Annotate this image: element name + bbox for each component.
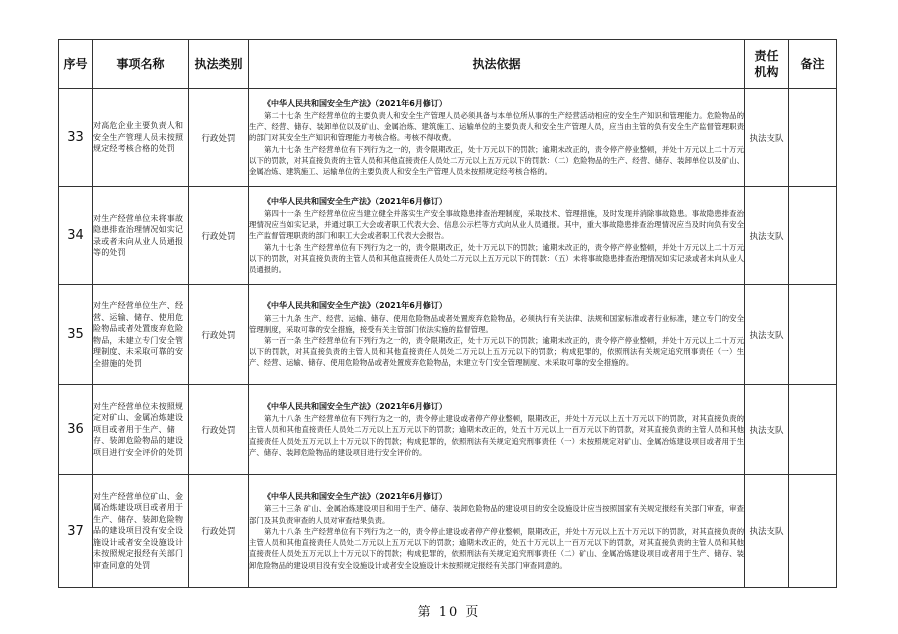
header-item-name: 事项名称 [93, 40, 189, 89]
header-seq: 序号 [59, 40, 93, 89]
law-title: 《中华人民共和国安全生产法》（2021年6月修订） [263, 401, 447, 411]
row-seq: 37 [59, 475, 93, 588]
row-enforcement-basis [249, 187, 745, 285]
law-article: 第九十八条 生产经营单位有下列行为之一的，责令停止建设或者停产停业整顿，限期改正，并处十万元以上五十万元以下的罚款，对其直接负责的主管人员和其他直接责任人员处二万元以上五万元以下的罚款；逾期未改正的，处五十万元以上一百万元以下的罚款，对其直接负责的主管人员和其他直接责任人员处五万元以上十万元以下的罚款；构成犯罪的，依照刑法有关规定追究刑事责任（一）未按照规定对矿山、金属冶炼建设项目或者用于生产、储存、装卸危险物品的建设项目进行安全评价的。 [249, 414, 744, 457]
row-seq: 36 [59, 385, 93, 475]
row-seq: 34 [59, 187, 93, 285]
row-enforcement-basis [249, 385, 745, 475]
row-responsible-org: 执法支队 [745, 285, 789, 385]
law-title: 《中华人民共和国安全生产法》（2021年6月修订） [263, 98, 447, 108]
enforcement-table [58, 39, 837, 588]
law-article: 第二十七条 生产经营单位的主要负责人和安全生产管理人员必须具备与本单位所从事的生产经营活动相应的安全生产知识和管理能力。危险物品的生产、经营、储存、装卸单位以及矿山、金属冶炼、建筑施工、运输单位的主要负责人和安全生产管理人员，应当由主管的负有安全生产监督管理职责的部门对其安全生产知识和管理能力考核合格。考核不得收费。 [249, 110, 744, 143]
law-article: 第四十一条 生产经营单位应当建立健全并落实生产安全事故隐患排查治理制度，采取技术、管理措施，及时发现并消除事故隐患。事故隐患排查治理情况应当如实记录，并通过职工大会或者职工代表大会、信息公示栏等方式向从业人员通报。其中，重大事故隐患排查治理情况应当及时向负有安全生产监督管理职责的部门和职工大会或者职工代表大会报告。 [249, 208, 744, 241]
row-enforcement-basis [249, 89, 745, 187]
law-article: 第九十七条 生产经营单位有下列行为之一的，责令限期改正，处十万元以下的罚款；逾期未改正的，责令停产停业整顿，并处十万元以上二十万元以下的罚款，对其直接负责的主管人员和其他直接责任人员处二万元以上五万元以下的罚款：（五）未将事故隐患排查治理情况如实记录或者未向从业人员通报的。 [249, 242, 744, 274]
header-enforcement-type: 执法类别 [189, 40, 249, 89]
table-row [59, 89, 837, 187]
row-item-name: 对生产经营单位未将事故隐患排查治理情况如实记录或者未向从业人员通报等的处罚 [93, 187, 189, 285]
row-seq: 33 [59, 89, 93, 187]
row-responsible-org: 执法支队 [745, 89, 789, 187]
row-note [789, 475, 837, 588]
row-note [789, 285, 837, 385]
row-responsible-org: 执法支队 [745, 187, 789, 285]
row-seq: 35 [59, 285, 93, 385]
row-item-name: 对生产经营单位矿山、金属冶炼建设项目或者用于生产、储存、装卸危险物品的建设项目没有安全设施设计或者安全设施设计未按照规定报经有关部门审查同意的处罚 [93, 475, 189, 588]
header-note: 备注 [789, 40, 837, 89]
table-row [59, 187, 837, 285]
table-row [59, 385, 837, 475]
law-article: 第九十八条 生产经营单位有下列行为之一的，责令停止建设或者停产停业整顿，限期改正，并处十万元以上五十万元以下的罚款，对其直接负责的主管人员和其他直接责任人员处二万元以上五万元以下的罚款；逾期未改正的，处五十万元以上一百万元以下的罚款，对其直接负责的主管人员和其他直接责任人员处五万元以上十万元以下的罚款；构成犯罪的，依照刑法有关规定追究刑事责任（二）矿山、金属冶炼建设项目或者用于生产、储存、装卸危险物品的建设项目没有安全设施设计或者安全设施设计未按照规定报经有关部门审查同意的。 [249, 526, 744, 570]
row-item-name: 对高危企业主要负责人和安全生产管理人员未按照规定经考核合格的处罚 [93, 89, 189, 187]
header-responsible-org: 责任机构 [745, 40, 789, 89]
law-article: 第一百一条 生产经营单位有下列行为之一的，责令限期改正，处十万元以下的罚款；逾期未改正的，责令停产停业整顿，并处十万元以上二十万元以下的罚款，对其直接负责的主管人员和其他直接责任人员处二万元以上五万元以下的罚款；构成犯罪的，依照刑法有关规定追究刑事责任（一）生产、经营、运输、储存、使用危险物品或者处置废弃危险物品，未建立专门安全管理制度、未采取可靠的安全措施的。 [249, 336, 744, 368]
row-responsible-org: 执法支队 [745, 475, 789, 588]
row-item-name: 对生产经营单位生产、经营、运输、储存、使用危险物品或者处置废弃危险物品，未建立专门安全管理制度、未采取可靠的安全措施的处罚 [93, 285, 189, 385]
law-title: 《中华人民共和国安全生产法》（2021年6月修订） [263, 492, 447, 502]
header-enforcement-basis: 执法依据 [249, 40, 745, 89]
row-responsible-org: 执法支队 [745, 385, 789, 475]
row-enforcement-basis [249, 475, 745, 588]
row-item-name: 对生产经营单位未按照规定对矿山、金属冶炼建设项目或者用于生产、储存、装卸危险物品的建设项目进行安全评价的处罚 [93, 385, 189, 475]
row-note [789, 187, 837, 285]
law-article: 第三十三条 矿山、金属冶炼建设项目和用于生产、储存、装卸危险物品的建设项目的安全设施设计应当按照国家有关规定报经有关部门审查，审查部门及其负责审查的人员对审查结果负责。 [249, 504, 744, 525]
law-article: 第三十九条 生产、经营、运输、储存、使用危险物品或者处置废弃危险物品，必须执行有关法律、法规和国家标准或者行业标准，建立专门的安全管理制度，采取可靠的安全措施，接受有关主管部门依法实施的监督管理。 [249, 313, 744, 334]
row-enforcement-type: 行政处罚 [189, 385, 249, 475]
table-row [59, 475, 837, 588]
row-note [789, 385, 837, 475]
law-title: 《中华人民共和国安全生产法》（2021年6月修订） [263, 301, 447, 311]
law-title: 《中华人民共和国安全生产法》（2021年6月修订） [263, 196, 447, 206]
table-row [59, 285, 837, 385]
row-enforcement-type: 行政处罚 [189, 285, 249, 385]
law-article: 第九十七条 生产经营单位有下列行为之一的，责令限期改正，处十万元以下的罚款；逾期未改正的，责令停产停业整顿，并处十万元以上二十万元以下的罚款，对其直接负责的主管人员和其他直接责任人员处二万元以上五万元以下的罚款：（二）危险物品的生产、经营、储存、装卸单位以及矿山、金属冶炼、建筑施工、运输单位的主要负责人和安全生产管理人员未按照规定经考核合格的。 [249, 144, 744, 176]
page-number: 第 10 页 [417, 605, 481, 620]
row-enforcement-basis [249, 285, 745, 385]
row-enforcement-type: 行政处罚 [189, 89, 249, 187]
row-note [789, 89, 837, 187]
row-enforcement-type: 行政处罚 [189, 187, 249, 285]
row-enforcement-type: 行政处罚 [189, 475, 249, 588]
header-row [59, 40, 837, 89]
